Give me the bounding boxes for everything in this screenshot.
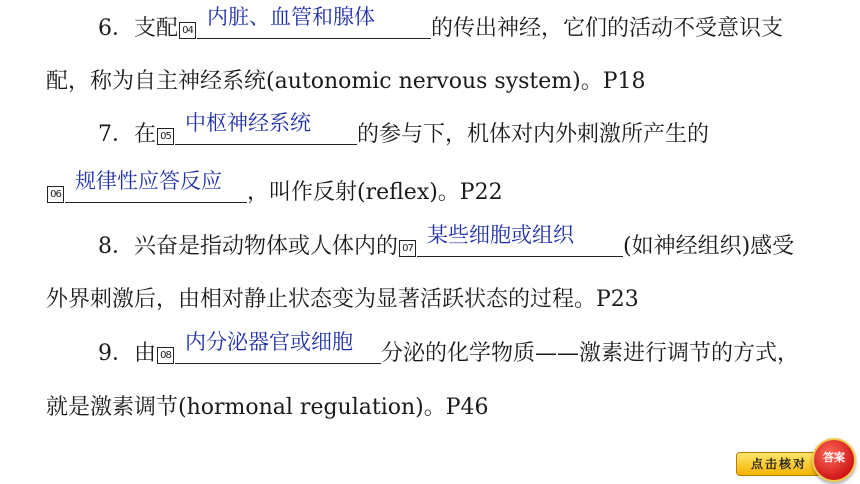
q7-answer-2: 规律性应答反应 [75, 169, 222, 193]
blank-marker-04: 04 [179, 22, 196, 39]
q7-text-after-1: 的参与下，机体对内外刺激所产生的 [357, 122, 710, 147]
check-answer-button[interactable]: 点击核对 [736, 452, 822, 476]
q6-line2: 配，称为自主神经系统(autonomic nervous system)。P18 [46, 69, 646, 94]
q7-blank-2 [65, 169, 247, 203]
blank-marker-06: 06 [47, 186, 64, 203]
q7-number: 7．在 [98, 122, 156, 147]
q9-blank [175, 330, 381, 364]
answer-check-widget [736, 436, 854, 482]
q6-number: 6．支配 [98, 16, 178, 41]
answer-button[interactable]: 答案 [812, 438, 856, 482]
q8-line1 [98, 223, 840, 262]
q7-line2 [46, 169, 840, 208]
q6-line1 [98, 5, 840, 44]
q9-answer: 内分泌器官或细胞 [185, 330, 353, 354]
q7-line1 [98, 111, 840, 150]
q9-number: 9．由 [98, 341, 156, 366]
blank-marker-08: 08 [157, 347, 174, 364]
blank-marker-05: 05 [157, 128, 174, 145]
q6-blank [197, 5, 431, 39]
q8-answer: 某些细胞或组织 [427, 223, 574, 247]
q7-text-after-2: ，叫作反射(reflex)。P22 [247, 180, 503, 205]
q8-text-before: 8．兴奋是指动物体或人体内的 [98, 234, 398, 259]
q8-text-after: (如神经组织)感受 [623, 234, 795, 259]
q8-line2: 外界刺激后，由相对静止状态变为显著活跃状态的过程。P23 [46, 287, 639, 312]
q9-text-after: 分泌的化学物质——激素进行调节的方式， [381, 341, 800, 366]
q8-blank [417, 223, 623, 257]
q7-answer-1: 中枢神经系统 [185, 111, 311, 135]
q9-line2: 就是激素调节(hormonal regulation)。P46 [46, 395, 489, 420]
q7-blank-1 [175, 111, 357, 145]
blank-marker-07: 07 [399, 240, 416, 257]
q9-line1 [98, 330, 840, 369]
q6-answer: 内脏、血管和腺体 [207, 5, 375, 29]
q6-text-after: 的传出神经，它们的活动不受意识支 [431, 16, 784, 41]
